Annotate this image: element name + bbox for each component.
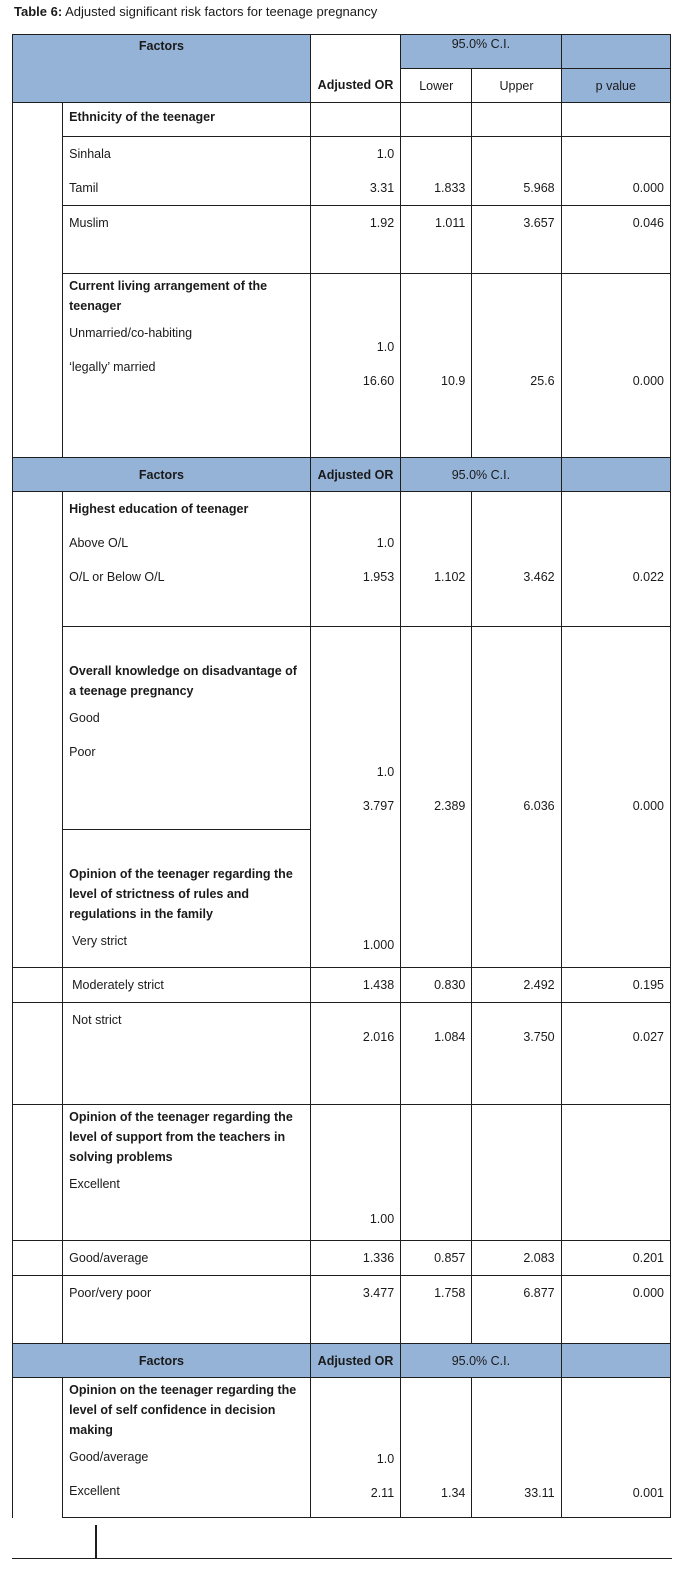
- list-item: Good: [69, 711, 100, 725]
- p-value: 0.001: [632, 1486, 664, 1500]
- p-value: 0.000: [561, 1276, 670, 1344]
- header-row: [13, 35, 671, 69]
- group-title: Highest education of teenager: [69, 502, 249, 516]
- lower-value: 1.833: [434, 181, 466, 195]
- lower-value: 1.102: [434, 570, 466, 584]
- list-item: Excellent: [69, 1177, 120, 1191]
- or-value: 2.11: [370, 1486, 395, 1500]
- p-value: 0.000: [632, 374, 664, 388]
- lower-value: 0.830: [401, 968, 472, 1003]
- lower-value: 1.34: [441, 1486, 466, 1500]
- table-row: [13, 1276, 671, 1344]
- or-value: 1.00: [369, 1212, 395, 1226]
- risk-factor-table: [12, 34, 671, 1518]
- upper-header: Upper: [472, 69, 561, 103]
- adjusted-or-header: Adjusted OR: [310, 1344, 400, 1378]
- upper-value: 2.083: [472, 1241, 561, 1276]
- table-row: [13, 103, 671, 137]
- lower-value: 0.857: [401, 1241, 472, 1276]
- list-item: Unmarried/co-habiting: [69, 326, 193, 340]
- list-item: Poor/very poor: [63, 1276, 311, 1344]
- group-title: Opinion of the teenager regarding the level of strictness of rules and regulations in the family: [69, 867, 293, 921]
- or-value: 3.477: [310, 1276, 400, 1344]
- list-item: Muslim: [63, 206, 311, 274]
- lower-value: 1.011: [401, 206, 472, 274]
- or-value: 1.000: [362, 937, 395, 952]
- caption-label: Table 6:: [14, 4, 63, 19]
- or-value: 2.016: [362, 1030, 395, 1044]
- list-item: Poor: [69, 745, 96, 759]
- list-item: Good/average: [63, 1241, 311, 1276]
- group-title: Opinion on the teenager regarding the level of self confidence in decision making: [69, 1383, 297, 1437]
- or-value: 1.92: [310, 206, 400, 274]
- table-row: [13, 1003, 671, 1105]
- table-row: [13, 492, 671, 627]
- lower-value: 1.084: [434, 1030, 466, 1044]
- upper-value: 2.492: [472, 968, 561, 1003]
- list-item: Not strict: [63, 1003, 311, 1105]
- list-item: ‘legally’ married: [69, 360, 156, 374]
- group-title: Opinion of the teenager regarding the level of support from the teachers in solving problems: [69, 1110, 293, 1164]
- table-row: [13, 1241, 671, 1276]
- list-item: Above O/L: [69, 536, 129, 550]
- factors-header: Factors: [13, 35, 311, 103]
- header-row: [13, 458, 671, 492]
- upper-value: 33.11: [524, 1486, 555, 1500]
- factors-header: Factors: [13, 1344, 311, 1378]
- p-value: 0.201: [561, 1241, 670, 1276]
- p-value-header: p value: [561, 69, 670, 103]
- upper-value: 3.750: [523, 1030, 555, 1044]
- or-value: 1.0: [376, 536, 395, 550]
- upper-value: 6.877: [472, 1276, 561, 1344]
- factors-header: Factors: [13, 458, 311, 492]
- or-value: 3.31: [369, 181, 395, 195]
- lower-value: 2.389: [434, 799, 466, 813]
- or-value: 1.953: [362, 570, 395, 584]
- or-value: 1.0: [376, 340, 395, 354]
- list-item: Moderately strict: [63, 968, 311, 1003]
- p-value: 0.046: [561, 206, 670, 274]
- table-row: [13, 1105, 671, 1241]
- ci-header: 95.0% C.I.: [401, 1344, 561, 1378]
- table-row: [13, 137, 671, 206]
- lower-value: 1.758: [401, 1276, 472, 1344]
- table-row: [13, 206, 671, 274]
- list-item: Sinhala Tamil: [63, 137, 311, 206]
- list-item: Good/average: [69, 1450, 149, 1464]
- group-title: Overall knowledge on disadvantage of a teenage pregnancy: [69, 664, 297, 698]
- lower-value: 10.9: [441, 374, 466, 388]
- upper-value: 3.657: [472, 206, 561, 274]
- or-value: 1.438: [310, 968, 400, 1003]
- adjusted-or-header: Adjusted OR: [310, 69, 400, 103]
- table-stub-line: [95, 1525, 97, 1559]
- list-item: Excellent: [69, 1484, 120, 1498]
- adjusted-or-header: Adjusted OR: [310, 458, 400, 492]
- blank-header-cell: [310, 35, 400, 69]
- or-value: 1.336: [310, 1241, 400, 1276]
- or-value: 16.60: [362, 374, 395, 388]
- table-row: [13, 968, 671, 1003]
- p-value: 0.000: [632, 181, 664, 195]
- group-title: Current living arrangement of the teenager: [69, 279, 268, 313]
- table-row: [13, 627, 671, 830]
- ci-header: 95.0% C.I.: [401, 458, 561, 492]
- list-item: Very strict: [72, 934, 128, 948]
- list-item: O/L or Below O/L: [69, 570, 165, 584]
- upper-value: 5.968: [523, 181, 555, 195]
- lower-header: Lower: [401, 69, 472, 103]
- group-title: Ethnicity of the teenager: [63, 103, 311, 137]
- or-value: 1.0: [376, 765, 395, 779]
- or-value: 1.0: [376, 1452, 395, 1466]
- or-value: 1.0: [376, 147, 395, 161]
- ci-header: 95.0% C.I.: [401, 35, 561, 69]
- table-caption: [14, 4, 377, 19]
- p-value: 0.022: [632, 570, 664, 584]
- caption-text: Adjusted significant risk factors for teenage pregnancy: [62, 4, 378, 19]
- upper-value: 25.6: [530, 374, 555, 388]
- p-value: 0.027: [632, 1030, 664, 1044]
- p-value: 0.000: [632, 799, 664, 813]
- blank-header-cell: [561, 35, 670, 69]
- p-value: 0.195: [561, 968, 670, 1003]
- header-row: [13, 1344, 671, 1378]
- upper-value: 3.462: [523, 570, 555, 584]
- table-row: [13, 830, 671, 968]
- table-row: [13, 1378, 671, 1518]
- upper-value: 6.036: [523, 799, 555, 813]
- or-value: 3.797: [362, 799, 395, 813]
- table-row: [13, 274, 671, 458]
- table-bottom-rule: [12, 1558, 672, 1559]
